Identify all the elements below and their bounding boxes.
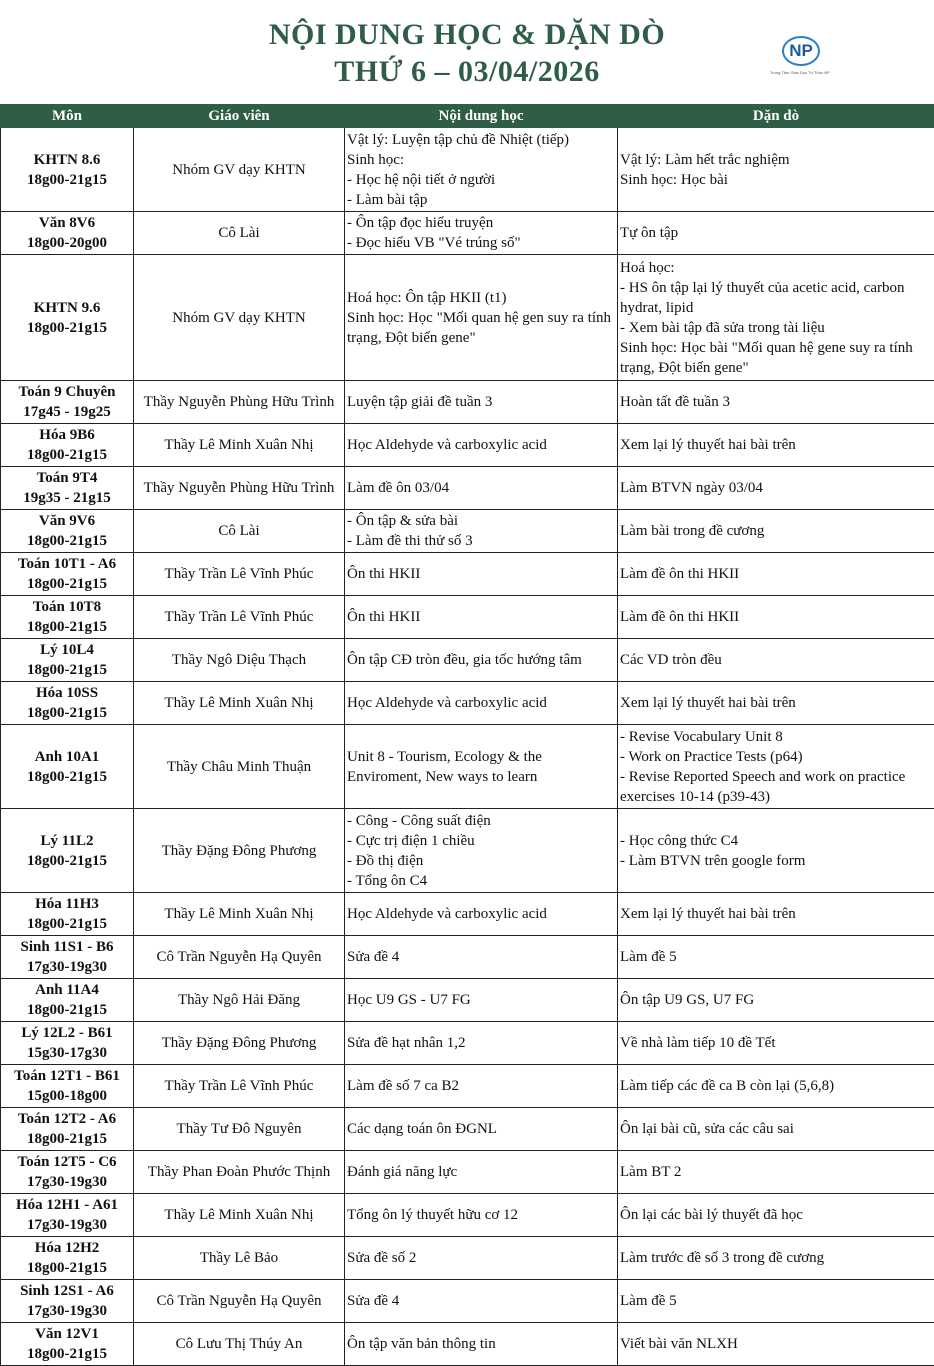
page-header bbox=[0, 0, 934, 104]
class-time: 19g35 - 21g15 bbox=[3, 488, 131, 508]
teacher-name: Nhóm GV dạy KHTN bbox=[136, 308, 342, 328]
table-row bbox=[1, 893, 934, 936]
teacher-cell bbox=[134, 809, 345, 893]
homework-cell bbox=[618, 553, 934, 596]
homework-line: - HS ôn tập lại lý thuyết của acetic acid, carbon hydrat, lipid bbox=[620, 278, 932, 318]
teacher-cell bbox=[134, 1194, 345, 1237]
teacher-cell bbox=[134, 381, 345, 424]
table-row bbox=[1, 467, 934, 510]
table-row bbox=[1, 381, 934, 424]
content-line: Sửa đề 4 bbox=[347, 1291, 615, 1311]
teacher-name: Thầy Lê Minh Xuân Nhị bbox=[136, 1205, 342, 1225]
homework-cell bbox=[618, 467, 934, 510]
teacher-cell bbox=[134, 424, 345, 467]
class-time: 18g00-21g15 bbox=[3, 1129, 131, 1149]
teacher-name: Thầy Trần Lê Vĩnh Phúc bbox=[136, 564, 342, 584]
class-time: 17g30-19g30 bbox=[3, 1172, 131, 1192]
table-row bbox=[1, 682, 934, 725]
content-line: Sửa đề hạt nhân 1,2 bbox=[347, 1033, 615, 1053]
table-row bbox=[1, 553, 934, 596]
center-logo bbox=[776, 36, 832, 80]
subject-cell bbox=[1, 1280, 134, 1323]
homework-cell bbox=[618, 725, 934, 809]
content-line: Ôn tập văn bản thông tin bbox=[347, 1334, 615, 1354]
homework-cell bbox=[618, 1237, 934, 1280]
table-row bbox=[1, 979, 934, 1022]
homework-line: Vật lý: Làm hết trắc nghiệm bbox=[620, 150, 932, 170]
teacher-cell bbox=[134, 1237, 345, 1280]
homework-cell bbox=[618, 212, 934, 255]
homework-line: - Work on Practice Tests (p64) bbox=[620, 747, 932, 767]
class-name: Anh 11A4 bbox=[3, 980, 131, 1000]
class-name: Hóa 10SS bbox=[3, 683, 131, 703]
homework-line: Hoá học: bbox=[620, 258, 932, 278]
class-time: 18g00-21g15 bbox=[3, 660, 131, 680]
subject-cell bbox=[1, 725, 134, 809]
column-header-content: Nội dung học bbox=[345, 105, 618, 128]
content-line: - Cực trị điện 1 chiều bbox=[347, 831, 615, 851]
subject-cell bbox=[1, 510, 134, 553]
class-time: 18g00-21g15 bbox=[3, 318, 131, 338]
teacher-name: Thầy Tư Đô Nguyên bbox=[136, 1119, 342, 1139]
class-name: KHTN 9.6 bbox=[3, 298, 131, 318]
content-line: Tổng ôn lý thuyết hữu cơ 12 bbox=[347, 1205, 615, 1225]
table-row bbox=[1, 725, 934, 809]
teacher-cell bbox=[134, 212, 345, 255]
subject-cell bbox=[1, 1323, 134, 1366]
class-name: Toán 10T1 - A6 bbox=[3, 554, 131, 574]
content-line: - Ôn tập đọc hiểu truyện bbox=[347, 213, 615, 233]
homework-cell bbox=[618, 596, 934, 639]
content-line: Làm đề ôn 03/04 bbox=[347, 478, 615, 498]
subject-cell bbox=[1, 639, 134, 682]
subject-cell bbox=[1, 553, 134, 596]
teacher-cell bbox=[134, 682, 345, 725]
column-header-teacher: Giáo viên bbox=[134, 105, 345, 128]
teacher-name: Thầy Ngô Diệu Thạch bbox=[136, 650, 342, 670]
subject-cell bbox=[1, 809, 134, 893]
homework-cell bbox=[618, 682, 934, 725]
class-name: Toán 9T4 bbox=[3, 468, 131, 488]
content-line: Học Aldehyde và carboxylic acid bbox=[347, 904, 615, 924]
subject-cell bbox=[1, 682, 134, 725]
teacher-cell bbox=[134, 510, 345, 553]
class-name: Văn 8V6 bbox=[3, 213, 131, 233]
column-header-homework: Dặn dò bbox=[618, 105, 934, 128]
class-time: 18g00-21g15 bbox=[3, 851, 131, 871]
class-name: Toán 12T2 - A6 bbox=[3, 1109, 131, 1129]
subject-cell bbox=[1, 936, 134, 979]
class-name: Lý 10L4 bbox=[3, 640, 131, 660]
homework-cell bbox=[618, 1022, 934, 1065]
subject-cell bbox=[1, 128, 134, 212]
subject-cell bbox=[1, 381, 134, 424]
table-row bbox=[1, 212, 934, 255]
subject-cell bbox=[1, 1108, 134, 1151]
table-row bbox=[1, 809, 934, 893]
content-cell bbox=[345, 725, 618, 809]
teacher-cell bbox=[134, 639, 345, 682]
class-time: 17g30-19g30 bbox=[3, 1301, 131, 1321]
homework-line: Sinh học: Học bài bbox=[620, 170, 932, 190]
homework-cell bbox=[618, 1108, 934, 1151]
class-name: Văn 9V6 bbox=[3, 511, 131, 531]
content-line: Sửa đề 4 bbox=[347, 947, 615, 967]
content-line: - Tổng ôn C4 bbox=[347, 871, 615, 891]
content-line: - Làm đề thi thử số 3 bbox=[347, 531, 615, 551]
teacher-cell bbox=[134, 128, 345, 212]
content-line: Ôn tập CĐ tròn đều, gia tốc hướng tâm bbox=[347, 650, 615, 670]
content-line: - Đồ thị điện bbox=[347, 851, 615, 871]
content-line: - Làm bài tập bbox=[347, 190, 615, 210]
table-row bbox=[1, 639, 934, 682]
homework-cell bbox=[618, 893, 934, 936]
teacher-cell bbox=[134, 725, 345, 809]
content-cell bbox=[345, 893, 618, 936]
table-row bbox=[1, 1280, 934, 1323]
teacher-cell bbox=[134, 936, 345, 979]
teacher-cell bbox=[134, 553, 345, 596]
teacher-name: Nhóm GV dạy KHTN bbox=[136, 160, 342, 180]
content-cell bbox=[345, 639, 618, 682]
teacher-cell bbox=[134, 1065, 345, 1108]
teacher-name: Thầy Nguyễn Phùng Hữu Trình bbox=[136, 392, 342, 412]
teacher-name: Thầy Đặng Đông Phương bbox=[136, 841, 342, 861]
content-line: - Công - Công suất điện bbox=[347, 811, 615, 831]
class-time: 18g00-21g15 bbox=[3, 617, 131, 637]
table-row bbox=[1, 1237, 934, 1280]
subject-cell bbox=[1, 467, 134, 510]
class-time: 17g30-19g30 bbox=[3, 1215, 131, 1235]
class-name: Toán 12T5 - C6 bbox=[3, 1152, 131, 1172]
content-cell bbox=[345, 255, 618, 381]
content-cell bbox=[345, 212, 618, 255]
homework-line: - Xem bài tập đã sửa trong tài liệu bbox=[620, 318, 932, 338]
schedule-table bbox=[0, 104, 934, 1366]
teacher-cell bbox=[134, 979, 345, 1022]
subject-cell bbox=[1, 1065, 134, 1108]
class-time: 18g00-20g00 bbox=[3, 233, 131, 253]
teacher-cell bbox=[134, 893, 345, 936]
homework-line: Về nhà làm tiếp 10 đề Tết bbox=[620, 1033, 932, 1053]
teacher-cell bbox=[134, 1323, 345, 1366]
homework-line: - Học công thức C4 bbox=[620, 831, 932, 851]
content-cell bbox=[345, 809, 618, 893]
class-name: Văn 12V1 bbox=[3, 1324, 131, 1344]
subject-cell bbox=[1, 893, 134, 936]
teacher-name: Cô Lưu Thị Thúy An bbox=[136, 1334, 342, 1354]
table-header-row bbox=[1, 105, 934, 128]
homework-line: Các VD tròn đều bbox=[620, 650, 932, 670]
homework-cell bbox=[618, 639, 934, 682]
content-line: Sinh học: bbox=[347, 150, 615, 170]
table-row bbox=[1, 510, 934, 553]
content-cell bbox=[345, 1022, 618, 1065]
content-cell bbox=[345, 1280, 618, 1323]
class-name: Hóa 11H3 bbox=[3, 894, 131, 914]
table-row bbox=[1, 596, 934, 639]
table-row bbox=[1, 255, 934, 381]
table-row bbox=[1, 1065, 934, 1108]
content-line: Học Aldehyde và carboxylic acid bbox=[347, 693, 615, 713]
content-line: Vật lý: Luyện tập chủ đề Nhiệt (tiếp) bbox=[347, 130, 615, 150]
teacher-cell bbox=[134, 1151, 345, 1194]
homework-line: Xem lại lý thuyết hai bài trên bbox=[620, 693, 932, 713]
homework-cell bbox=[618, 979, 934, 1022]
class-time: 18g00-21g15 bbox=[3, 574, 131, 594]
content-line: Sinh học: Học "Mối quan hệ gen suy ra tính trạng, Đột biến gene" bbox=[347, 308, 615, 348]
content-cell bbox=[345, 128, 618, 212]
content-cell bbox=[345, 424, 618, 467]
teacher-name: Cô Trần Nguyễn Hạ Quyên bbox=[136, 1291, 342, 1311]
content-cell bbox=[345, 381, 618, 424]
content-cell bbox=[345, 596, 618, 639]
subject-cell bbox=[1, 979, 134, 1022]
class-time: 18g00-21g15 bbox=[3, 531, 131, 551]
table-row bbox=[1, 1323, 934, 1366]
subject-cell bbox=[1, 1151, 134, 1194]
homework-line: Ôn tập U9 GS, U7 FG bbox=[620, 990, 932, 1010]
subject-cell bbox=[1, 596, 134, 639]
class-name: Hóa 12H2 bbox=[3, 1238, 131, 1258]
homework-line: Làm đề 5 bbox=[620, 947, 932, 967]
class-time: 18g00-21g15 bbox=[3, 1344, 131, 1364]
class-time: 17g45 - 19g25 bbox=[3, 402, 131, 422]
content-line: - Ôn tập & sửa bài bbox=[347, 511, 615, 531]
content-cell bbox=[345, 553, 618, 596]
class-name: Lý 11L2 bbox=[3, 831, 131, 851]
table-row bbox=[1, 1151, 934, 1194]
class-name: Toán 10T8 bbox=[3, 597, 131, 617]
class-time: 18g00-21g15 bbox=[3, 767, 131, 787]
class-name: Toán 9 Chuyên bbox=[3, 382, 131, 402]
table-row bbox=[1, 128, 934, 212]
content-cell bbox=[345, 1108, 618, 1151]
table-body bbox=[1, 128, 934, 1366]
homework-line: - Revise Reported Speech and work on practice exercises 10-14 (p39-43) bbox=[620, 767, 932, 807]
teacher-name: Thầy Trần Lê Vĩnh Phúc bbox=[136, 607, 342, 627]
homework-line: Làm bài trong đề cương bbox=[620, 521, 932, 541]
homework-line: Xem lại lý thuyết hai bài trên bbox=[620, 904, 932, 924]
homework-cell bbox=[618, 1065, 934, 1108]
homework-line: Ôn lại các bài lý thuyết đã học bbox=[620, 1205, 932, 1225]
teacher-cell bbox=[134, 1280, 345, 1323]
teacher-cell bbox=[134, 467, 345, 510]
homework-cell bbox=[618, 936, 934, 979]
class-name: Toán 12T1 - B61 bbox=[3, 1066, 131, 1086]
teacher-cell bbox=[134, 1022, 345, 1065]
content-line: Ôn thi HKII bbox=[347, 564, 615, 584]
teacher-name: Cô Lài bbox=[136, 521, 342, 541]
class-time: 18g00-21g15 bbox=[3, 1258, 131, 1278]
content-cell bbox=[345, 467, 618, 510]
content-line: Các dạng toán ôn ĐGNL bbox=[347, 1119, 615, 1139]
homework-line: Làm đề ôn thi HKII bbox=[620, 564, 932, 584]
subject-cell bbox=[1, 212, 134, 255]
content-cell bbox=[345, 1151, 618, 1194]
homework-line: Làm BT 2 bbox=[620, 1162, 932, 1182]
homework-cell bbox=[618, 424, 934, 467]
content-line: Unit 8 - Tourism, Ecology & the Enviroment, New ways to learn bbox=[347, 747, 615, 787]
teacher-name: Thầy Lê Bảo bbox=[136, 1248, 342, 1268]
class-name: KHTN 8.6 bbox=[3, 150, 131, 170]
teacher-name: Thầy Nguyễn Phùng Hữu Trình bbox=[136, 478, 342, 498]
homework-cell bbox=[618, 1194, 934, 1237]
homework-line: Xem lại lý thuyết hai bài trên bbox=[620, 435, 932, 455]
table-row bbox=[1, 1022, 934, 1065]
content-cell bbox=[345, 1194, 618, 1237]
class-name: Anh 10A1 bbox=[3, 747, 131, 767]
subject-cell bbox=[1, 1194, 134, 1237]
teacher-name: Thầy Đặng Đông Phương bbox=[136, 1033, 342, 1053]
content-line: Luyện tập giải đề tuần 3 bbox=[347, 392, 615, 412]
homework-cell bbox=[618, 255, 934, 381]
teacher-name: Thầy Châu Minh Thuận bbox=[136, 757, 342, 777]
content-line: Hoá học: Ôn tập HKII (t1) bbox=[347, 288, 615, 308]
teacher-name: Thầy Lê Minh Xuân Nhị bbox=[136, 435, 342, 455]
table-row bbox=[1, 1108, 934, 1151]
homework-line: - Làm BTVN trên google form bbox=[620, 851, 932, 871]
homework-line: Hoàn tất đề tuần 3 bbox=[620, 392, 932, 412]
page-subtitle-date: THỨ 6 – 03/04/2026 bbox=[0, 53, 934, 91]
homework-line: Tự ôn tập bbox=[620, 223, 932, 243]
class-name: Hóa 12H1 - A61 bbox=[3, 1195, 131, 1215]
content-cell bbox=[345, 1323, 618, 1366]
class-time: 18g00-21g15 bbox=[3, 1000, 131, 1020]
homework-cell bbox=[618, 1323, 934, 1366]
teacher-name: Thầy Phan Đoàn Phước Thịnh bbox=[136, 1162, 342, 1182]
homework-line: Viết bài văn NLXH bbox=[620, 1334, 932, 1354]
class-time: 18g00-21g15 bbox=[3, 445, 131, 465]
homework-line: Sinh học: Học bài "Mối quan hệ gene suy ra tính trạng, Đột biến gene" bbox=[620, 338, 932, 378]
homework-cell bbox=[618, 1280, 934, 1323]
teacher-name: Cô Lài bbox=[136, 223, 342, 243]
logo-tagline: Trung Tâm Giáo Dục Trí Thức NP bbox=[770, 70, 838, 75]
homework-line: Làm tiếp các đề ca B còn lại (5,6,8) bbox=[620, 1076, 932, 1096]
content-cell bbox=[345, 1237, 618, 1280]
class-time: 18g00-21g15 bbox=[3, 703, 131, 723]
homework-line: Làm đề 5 bbox=[620, 1291, 932, 1311]
content-cell bbox=[345, 1065, 618, 1108]
teacher-name: Thầy Ngô Hải Đăng bbox=[136, 990, 342, 1010]
teacher-cell bbox=[134, 596, 345, 639]
logo-mark: NP bbox=[782, 36, 820, 66]
content-line: Đánh giá năng lực bbox=[347, 1162, 615, 1182]
content-line: - Đọc hiểu VB "Vé trúng số" bbox=[347, 233, 615, 253]
homework-cell bbox=[618, 381, 934, 424]
table-row bbox=[1, 424, 934, 467]
column-header-subject: Môn bbox=[1, 105, 134, 128]
class-name: Lý 12L2 - B61 bbox=[3, 1023, 131, 1043]
homework-line: - Revise Vocabulary Unit 8 bbox=[620, 727, 932, 747]
class-name: Sinh 11S1 - B6 bbox=[3, 937, 131, 957]
subject-cell bbox=[1, 424, 134, 467]
teacher-cell bbox=[134, 1108, 345, 1151]
content-line: Học Aldehyde và carboxylic acid bbox=[347, 435, 615, 455]
content-cell bbox=[345, 682, 618, 725]
teacher-name: Thầy Lê Minh Xuân Nhị bbox=[136, 693, 342, 713]
subject-cell bbox=[1, 255, 134, 381]
homework-line: Làm đề ôn thi HKII bbox=[620, 607, 932, 627]
content-cell bbox=[345, 510, 618, 553]
teacher-cell bbox=[134, 255, 345, 381]
class-time: 15g30-17g30 bbox=[3, 1043, 131, 1063]
class-name: Sinh 12S1 - A6 bbox=[3, 1281, 131, 1301]
homework-cell bbox=[618, 128, 934, 212]
content-line: Làm đề số 7 ca B2 bbox=[347, 1076, 615, 1096]
class-name: Hóa 9B6 bbox=[3, 425, 131, 445]
class-time: 18g00-21g15 bbox=[3, 170, 131, 190]
homework-line: Làm trước đề số 3 trong đề cương bbox=[620, 1248, 932, 1268]
class-time: 17g30-19g30 bbox=[3, 957, 131, 977]
content-cell bbox=[345, 936, 618, 979]
table-row bbox=[1, 1194, 934, 1237]
teacher-name: Thầy Lê Minh Xuân Nhị bbox=[136, 904, 342, 924]
teacher-name: Thầy Trần Lê Vĩnh Phúc bbox=[136, 1076, 342, 1096]
homework-cell bbox=[618, 809, 934, 893]
class-time: 15g00-18g00 bbox=[3, 1086, 131, 1106]
content-line: Sửa đề số 2 bbox=[347, 1248, 615, 1268]
teacher-name: Cô Trần Nguyễn Hạ Quyên bbox=[136, 947, 342, 967]
homework-line: Làm BTVN ngày 03/04 bbox=[620, 478, 932, 498]
subject-cell bbox=[1, 1237, 134, 1280]
content-cell bbox=[345, 979, 618, 1022]
content-line: - Học hệ nội tiết ở người bbox=[347, 170, 615, 190]
homework-line: Ôn lại bài cũ, sửa các câu sai bbox=[620, 1119, 932, 1139]
subject-cell bbox=[1, 1022, 134, 1065]
page-title: NỘI DUNG HỌC & DẶN DÒ bbox=[0, 16, 934, 54]
homework-cell bbox=[618, 1151, 934, 1194]
content-line: Học U9 GS - U7 FG bbox=[347, 990, 615, 1010]
table-row bbox=[1, 936, 934, 979]
homework-cell bbox=[618, 510, 934, 553]
class-time: 18g00-21g15 bbox=[3, 914, 131, 934]
content-line: Ôn thi HKII bbox=[347, 607, 615, 627]
